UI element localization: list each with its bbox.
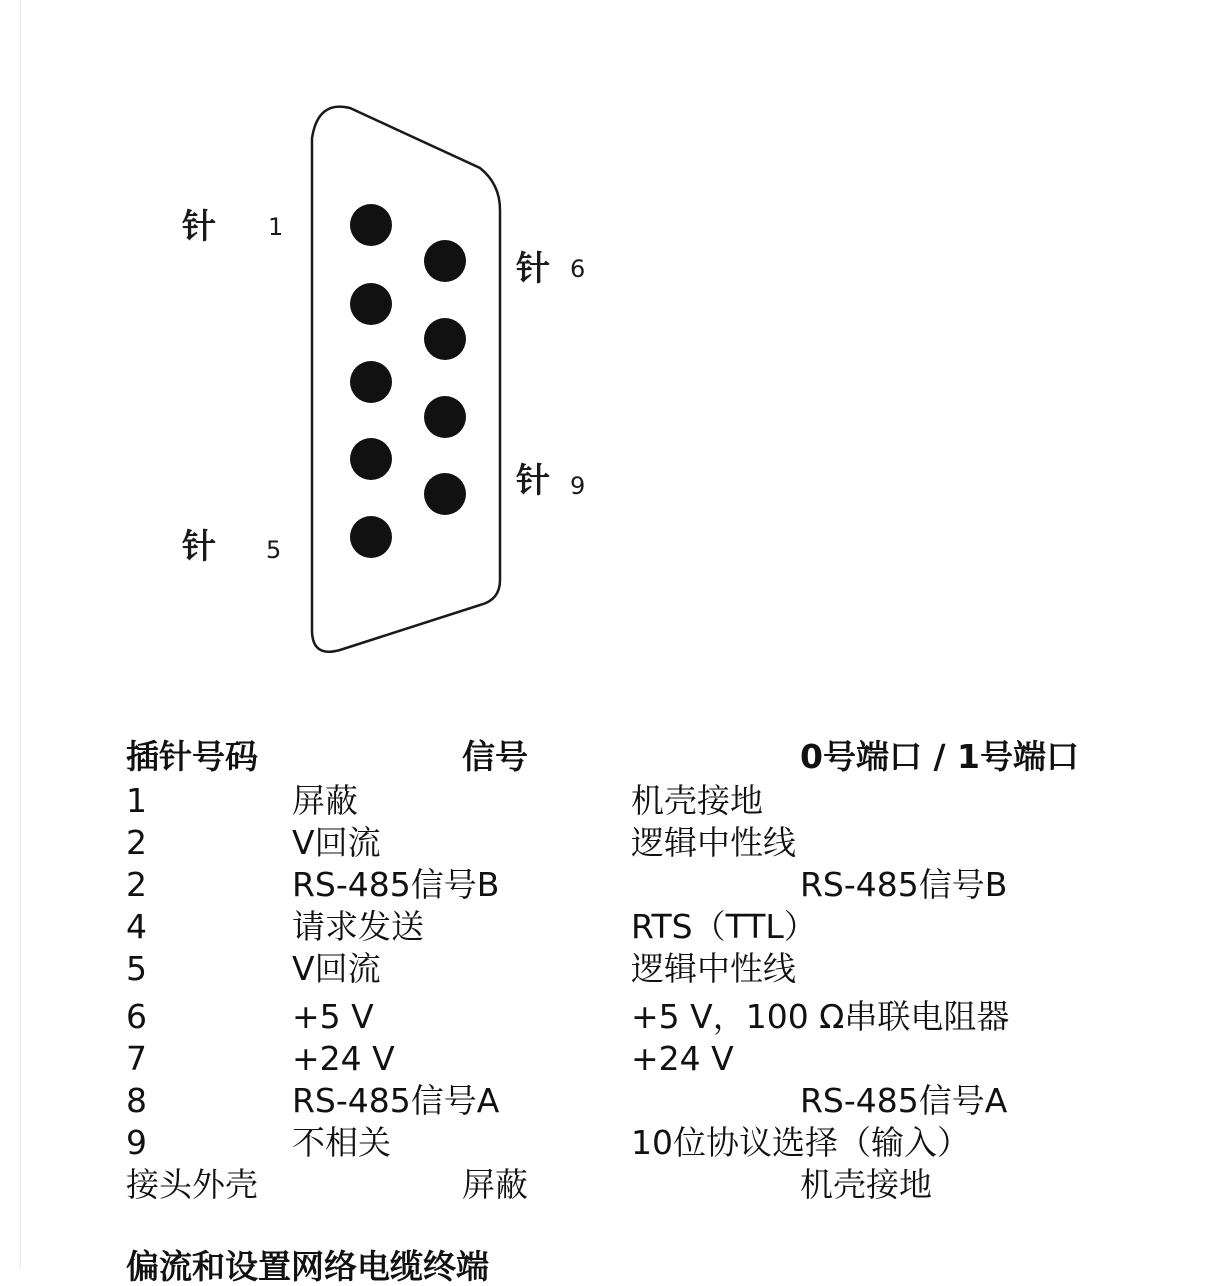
row-7-port: +24 V bbox=[631, 1039, 734, 1078]
row-shell-port: 机壳接地 bbox=[800, 1165, 932, 1204]
row-6-port: +5 V，100 Ω串联电阻器 bbox=[631, 997, 1010, 1036]
row-1-port: 机壳接地 bbox=[631, 781, 763, 820]
header-port: 0号端口 / 1号端口 bbox=[800, 737, 1079, 776]
pin-6 bbox=[424, 240, 466, 282]
connector-shell bbox=[312, 107, 500, 652]
row-1-signal: 屏蔽 bbox=[292, 781, 358, 820]
row-3-port: RS-485信号B bbox=[800, 865, 1008, 904]
row-8-pin: 8 bbox=[126, 1081, 147, 1120]
row-8-port: RS-485信号A bbox=[800, 1081, 1008, 1120]
row-3-pin: 2 bbox=[126, 865, 147, 904]
row-9-pin: 9 bbox=[126, 1123, 147, 1162]
pin-6-label: 针 bbox=[516, 249, 550, 289]
row-5-signal: V回流 bbox=[292, 949, 381, 988]
header-pin-number: 插针号码 bbox=[126, 737, 258, 776]
row-2-signal: V回流 bbox=[292, 823, 381, 862]
row-shell-signal: 屏蔽 bbox=[462, 1165, 528, 1204]
pin-9-number: 9 bbox=[570, 472, 586, 500]
pin-9-label: 针 bbox=[516, 461, 550, 501]
row-7-signal: +24 V bbox=[292, 1039, 395, 1078]
row-2-pin: 2 bbox=[126, 823, 147, 862]
row-2-port: 逻辑中性线 bbox=[631, 823, 796, 862]
row-5-port: 逻辑中性线 bbox=[631, 949, 796, 988]
row-5-pin: 5 bbox=[126, 949, 147, 988]
row-shell-pin: 接头外壳 bbox=[126, 1165, 258, 1204]
pin-1 bbox=[350, 204, 392, 246]
row-7-pin: 7 bbox=[126, 1039, 147, 1078]
pin-2 bbox=[350, 283, 392, 325]
left-margin-line bbox=[20, 0, 21, 1268]
pin-6-number: 6 bbox=[570, 255, 586, 283]
pin-1-label: 针 bbox=[182, 207, 216, 247]
pin-4 bbox=[350, 438, 392, 480]
row-3-signal: RS-485信号B bbox=[292, 865, 500, 904]
row-4-pin: 4 bbox=[126, 907, 147, 946]
row-6-signal: +5 V bbox=[292, 997, 374, 1036]
db9-connector-diagram bbox=[140, 60, 610, 670]
row-9-port: 10位协议选择（输入） bbox=[631, 1123, 970, 1162]
header-signal: 信号 bbox=[462, 737, 528, 776]
row-1-pin: 1 bbox=[126, 781, 147, 820]
pin-3 bbox=[350, 361, 392, 403]
pin-5-label: 针 bbox=[182, 527, 216, 567]
next-section-heading: 偏流和设置网络电缆终端 bbox=[126, 1247, 489, 1286]
row-8-signal: RS-485信号A bbox=[292, 1081, 500, 1120]
pin-1-number: 1 bbox=[268, 213, 284, 241]
pin-8 bbox=[424, 396, 466, 438]
row-9-signal: 不相关 bbox=[292, 1123, 391, 1162]
pin-7 bbox=[424, 318, 466, 360]
pin-9 bbox=[424, 473, 466, 515]
row-4-port: RTS（TTL） bbox=[631, 907, 817, 946]
row-4-signal: 请求发送 bbox=[292, 907, 424, 946]
pin-5-number: 5 bbox=[266, 536, 282, 564]
db9-connector-outline bbox=[140, 60, 610, 670]
row-6-pin: 6 bbox=[126, 997, 147, 1036]
pin-5 bbox=[350, 516, 392, 558]
